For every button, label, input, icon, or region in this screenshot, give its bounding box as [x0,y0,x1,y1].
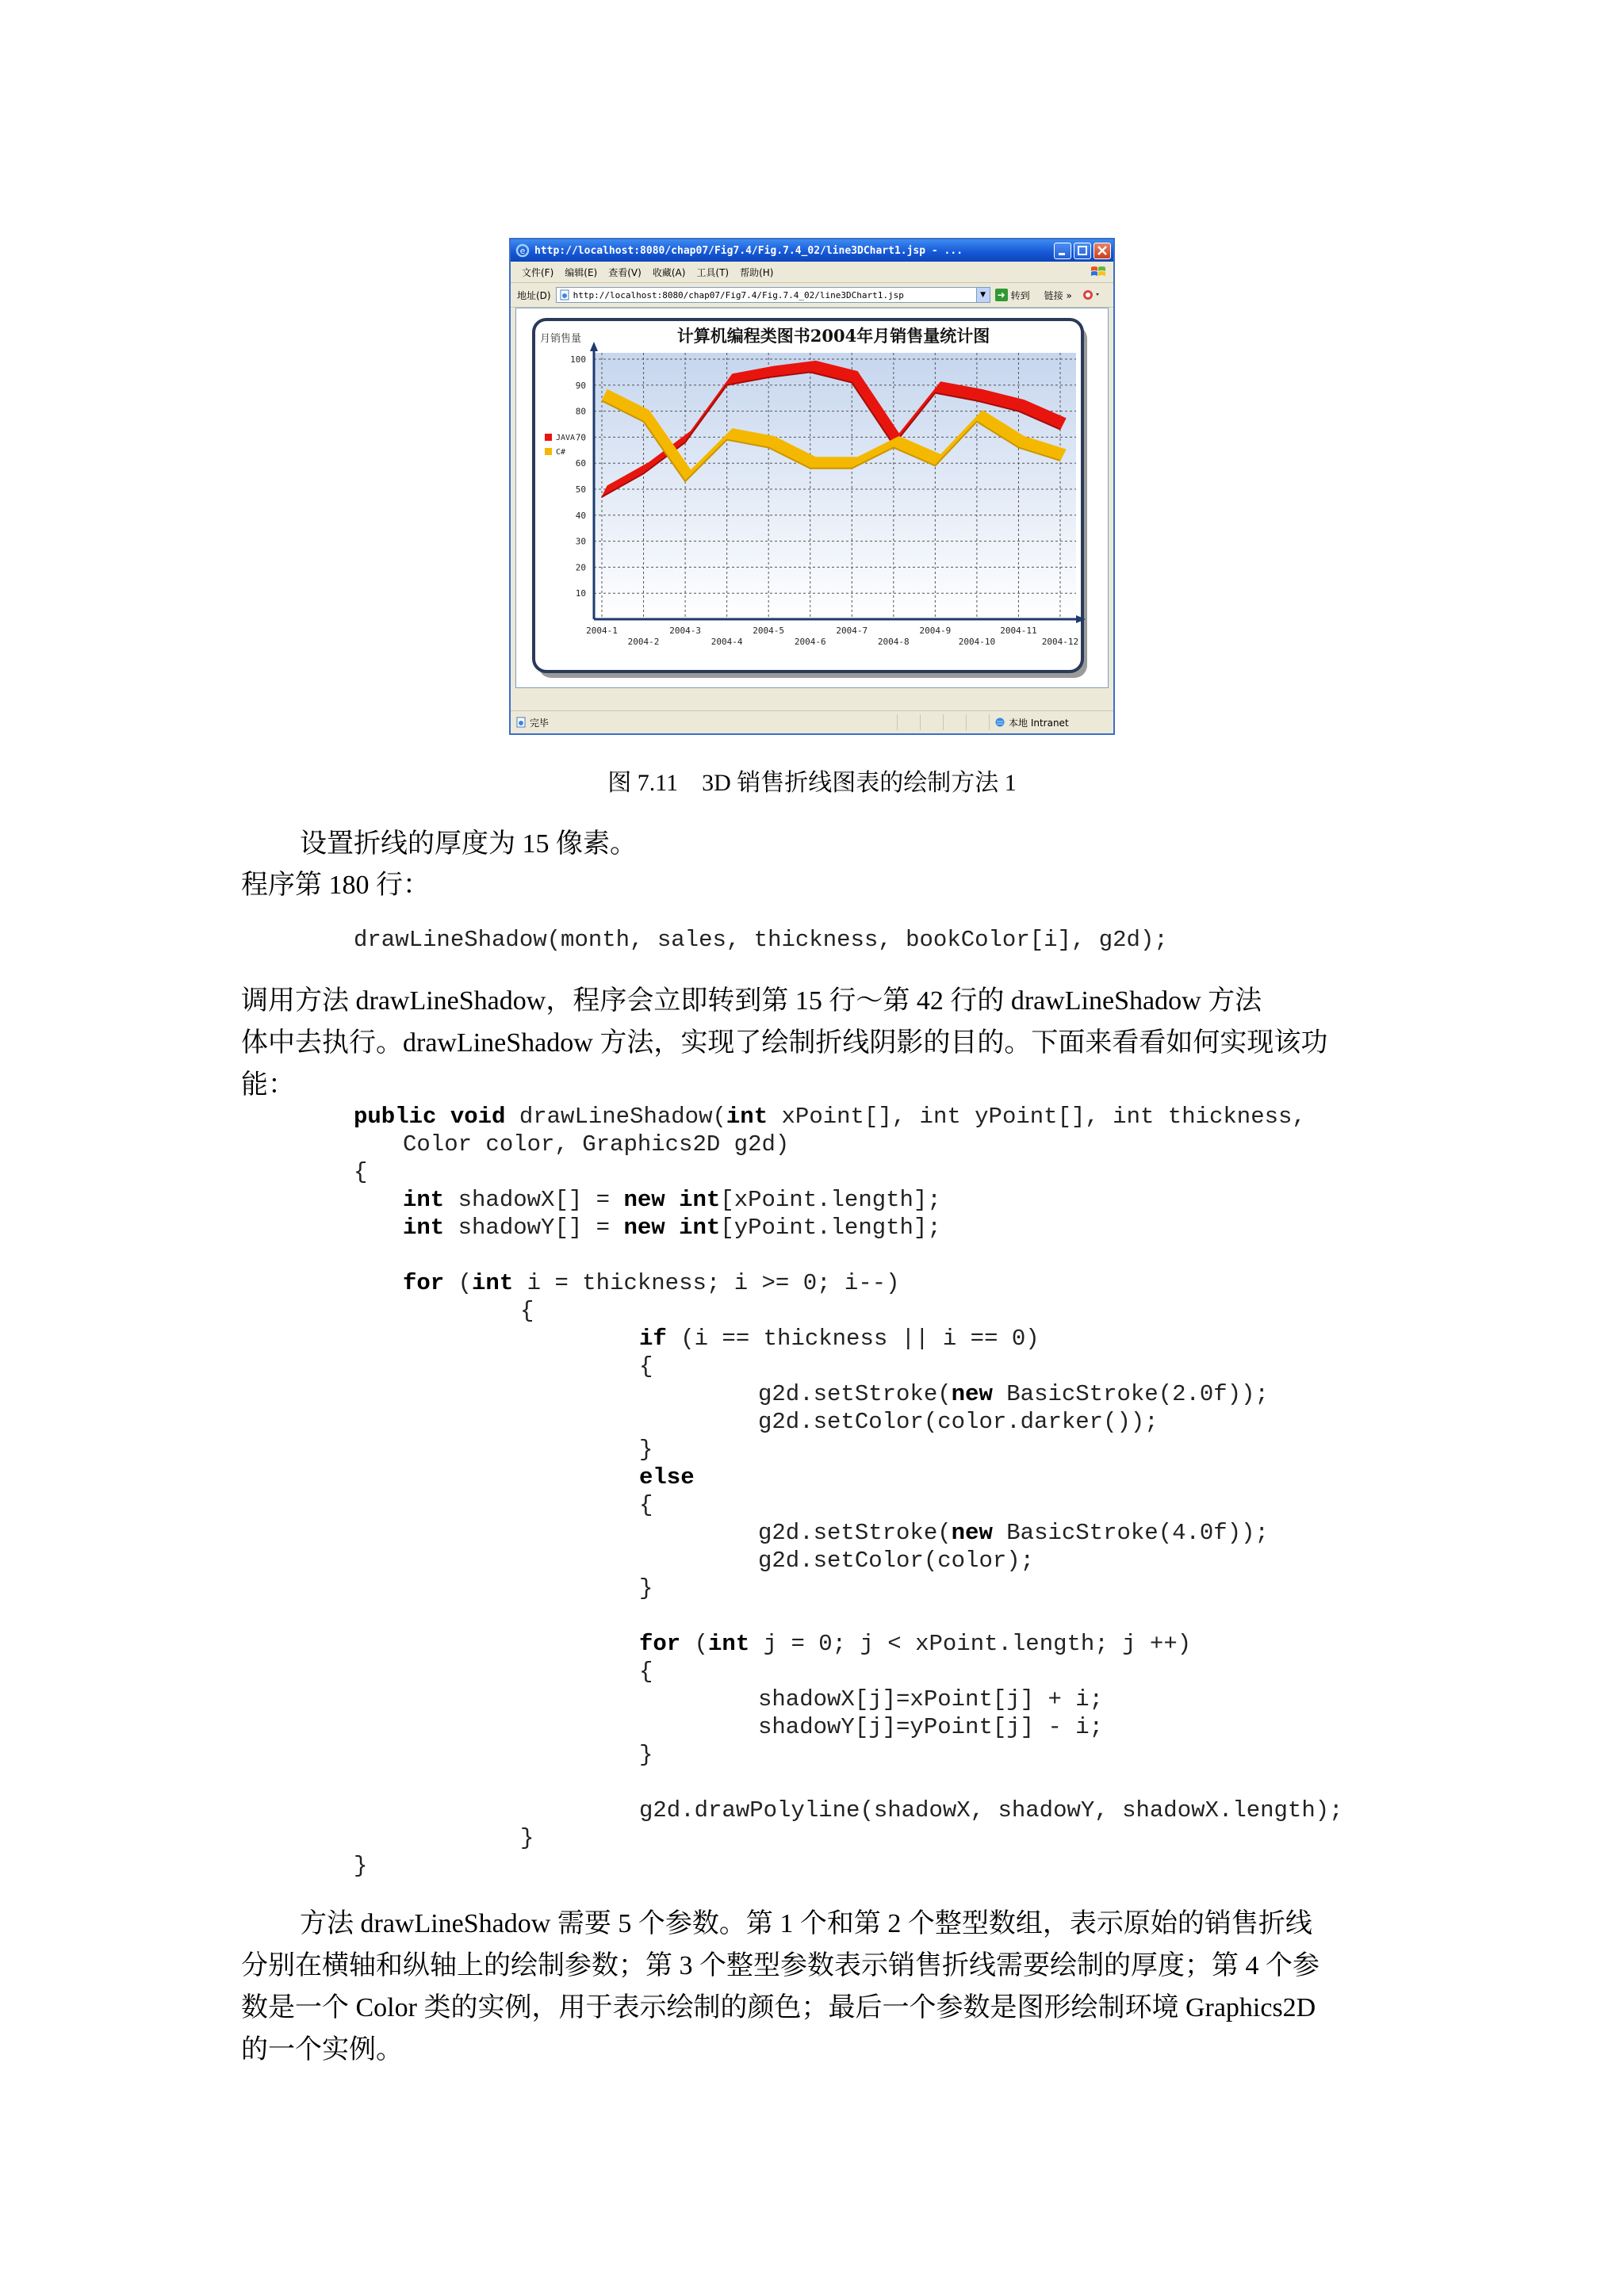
legend-swatch [545,434,552,441]
menu-view[interactable]: 查看(V) [608,266,642,278]
x-tick-label: 2004-4 [710,637,743,647]
page-done-icon [515,717,527,728]
code-line: shadowX[j]=xPoint[j] + i; [758,1686,1104,1712]
status-segment [897,714,920,730]
go-label: 转到 [1010,289,1030,301]
menu-help[interactable]: 帮助(H) [740,266,774,278]
status-text: 完毕 [530,717,550,729]
status-segment [966,714,989,730]
code-line: g2d.drawPolyline(shadowX, shadowY, shadowX.length); [639,1797,1343,1823]
window-title: http://localhost:8080/chap07/Fig7.4/Fig.7.4_02/line3DChart1.jsp - ... [534,244,963,257]
x-tick-label: 2004-2 [627,637,660,647]
minimize-button[interactable] [1054,243,1071,259]
address-dropdown-icon[interactable]: ▼ [976,288,990,302]
code-line: shadowY[j]=yPoint[j] - i; [758,1714,1104,1740]
x-tick-label: 2004-12 [1041,637,1079,647]
page-content [515,308,1109,688]
security-zone [989,714,1113,730]
status-bar [511,710,1113,733]
code-line: int shadowY[] = new int[yPoint.length]; [403,1215,941,1241]
chart-title: 计算机编程类图书2004年月销售量统计图 [676,326,990,346]
y-tick-label: 60 [575,458,586,469]
legend-label: JAVA [556,434,576,442]
x-tick-label: 2004-3 [669,626,701,636]
y-tick-label: 100 [570,354,586,365]
paragraph-line: 体中去执行。drawLineShadow 方法，实现了绘制折线阴影的目的。下面来看看如何实现该功 [241,1028,1328,1058]
x-tick-label: 2004-9 [919,626,952,636]
y-tick-label: 40 [575,510,586,521]
x-tick-label: 2004-6 [794,637,826,647]
close-icon [1094,243,1110,258]
windows-logo-icon [1090,264,1107,280]
links-button[interactable]: 链接 » [1044,289,1072,301]
code-line: { [639,1353,653,1380]
code-line: g2d.setStroke(new BasicStroke(4.0f)); [758,1520,1269,1546]
title-bar [511,239,1113,262]
y-tick-label: 50 [575,484,586,495]
code-line: g2d.setColor(color); [758,1548,1035,1574]
x-tick-label: 2004-1 [586,626,618,636]
code-line: for (int i = thickness; i >= 0; i--) [403,1270,900,1296]
paragraph-line: 方法 drawLineShadow 需要 5 个参数。第 1 个和第 2 个整型数组，表示原始的销售折线 [300,1909,1312,1938]
paragraph-line: 调用方法 drawLineShadow，程序会立即转到第 15 行～第 42 行的 drawLineShadow 方法 [241,986,1262,1016]
code-line: else [639,1464,695,1490]
svg-text:e: e [519,246,526,256]
page-icon [559,289,570,300]
y-tick-label: 80 [575,406,586,417]
links-label: 链接 [1044,289,1063,301]
zone-text: 本地 Intranet [1009,717,1069,729]
legend-label: C# [556,448,566,457]
maximize-icon [1074,243,1090,258]
sales-line-chart [516,308,1108,687]
x-tick-label: 2004-10 [958,637,996,647]
intranet-icon [994,717,1005,728]
paragraph: 设置折线的厚度为 15 像素。 [300,829,637,859]
menu-favorites[interactable]: 收藏(A) [652,266,686,278]
code-line: } [639,1575,653,1601]
paragraph-line: 数是一个 Color 类的实例，用于表示绘制的颜色；最后一个参数是图形绘制环境 Graphics2D [241,1993,1316,2022]
menu-bar [511,262,1113,283]
y-tick-label: 70 [575,432,586,443]
code-line: drawLineShadow(month, sales, thickness, bookColor[i], g2d); [354,927,1168,953]
code-line: if (i == thickness || i == 0) [639,1326,1040,1352]
legend-swatch [545,448,552,455]
x-tick-label: 2004-7 [836,626,868,636]
minimize-icon [1055,243,1071,258]
code-line: Color color, Graphics2D g2d) [403,1131,790,1158]
chart-y-axis-label: 月销售量 [539,333,582,345]
paragraph-line: 的一个实例。 [241,2035,403,2064]
y-tick-label: 20 [575,562,586,573]
x-tick-label: 2004-5 [753,626,785,636]
code-line: } [639,1742,653,1768]
paragraph: 程序第 180 行： [241,871,430,900]
menu-edit[interactable]: 编辑(E) [565,266,598,278]
paragraph-line: 能： [241,1070,295,1100]
figure-caption: 图 7.11 3D 销售折线图表的绘制方法 1 [607,770,1017,796]
code-line: { [639,1492,653,1518]
status-segment [920,714,943,730]
go-arrow-icon: ➜ [995,289,1008,301]
status-segment [943,714,966,730]
y-tick-label: 10 [575,588,586,599]
plot-area [594,353,1076,619]
y-tick-label: 30 [575,536,586,547]
code-line: { [639,1659,653,1685]
x-tick-label: 2004-11 [1000,626,1037,636]
address-value: http://localhost:8080/chap07/Fig7.4/Fig.7.4_02/line3DChart1.jsp [573,289,904,300]
code-line: { [520,1298,534,1324]
x-tick-label: 2004-8 [877,637,910,647]
code-line: public void drawLineShadow(int xPoint[], int yPoint[], int thickness, [354,1104,1306,1130]
code-line: g2d.setColor(color.darker()); [758,1409,1159,1435]
go-button[interactable] [995,289,1030,302]
paragraph-line: 分别在横轴和纵轴上的绘制参数；第 3 个整型参数表示销售折线需要绘制的厚度；第 4 个参 [241,1951,1320,1980]
ie-icon [515,243,530,258]
browser-window [509,238,1115,735]
address-bar [511,283,1113,308]
address-input[interactable] [556,287,990,303]
code-line: int shadowX[] = new int[xPoint.length]; [403,1187,941,1213]
toolbar-options-icon[interactable] [1082,288,1102,302]
menu-file[interactable]: 文件(F) [522,266,554,278]
address-label: 地址(D) [517,289,551,301]
close-button[interactable] [1094,243,1111,259]
code-line: { [354,1159,368,1185]
code-line: g2d.setStroke(new BasicStroke(2.0f)); [758,1381,1269,1407]
menu-tools[interactable]: 工具(T) [696,266,730,278]
maximize-button[interactable] [1074,243,1091,259]
code-line: } [520,1825,534,1851]
code-line: } [639,1437,653,1463]
code-line: } [354,1853,368,1879]
code-line: for (int j = 0; j < xPoint.length; j ++) [639,1631,1192,1657]
y-tick-label: 90 [575,380,586,391]
